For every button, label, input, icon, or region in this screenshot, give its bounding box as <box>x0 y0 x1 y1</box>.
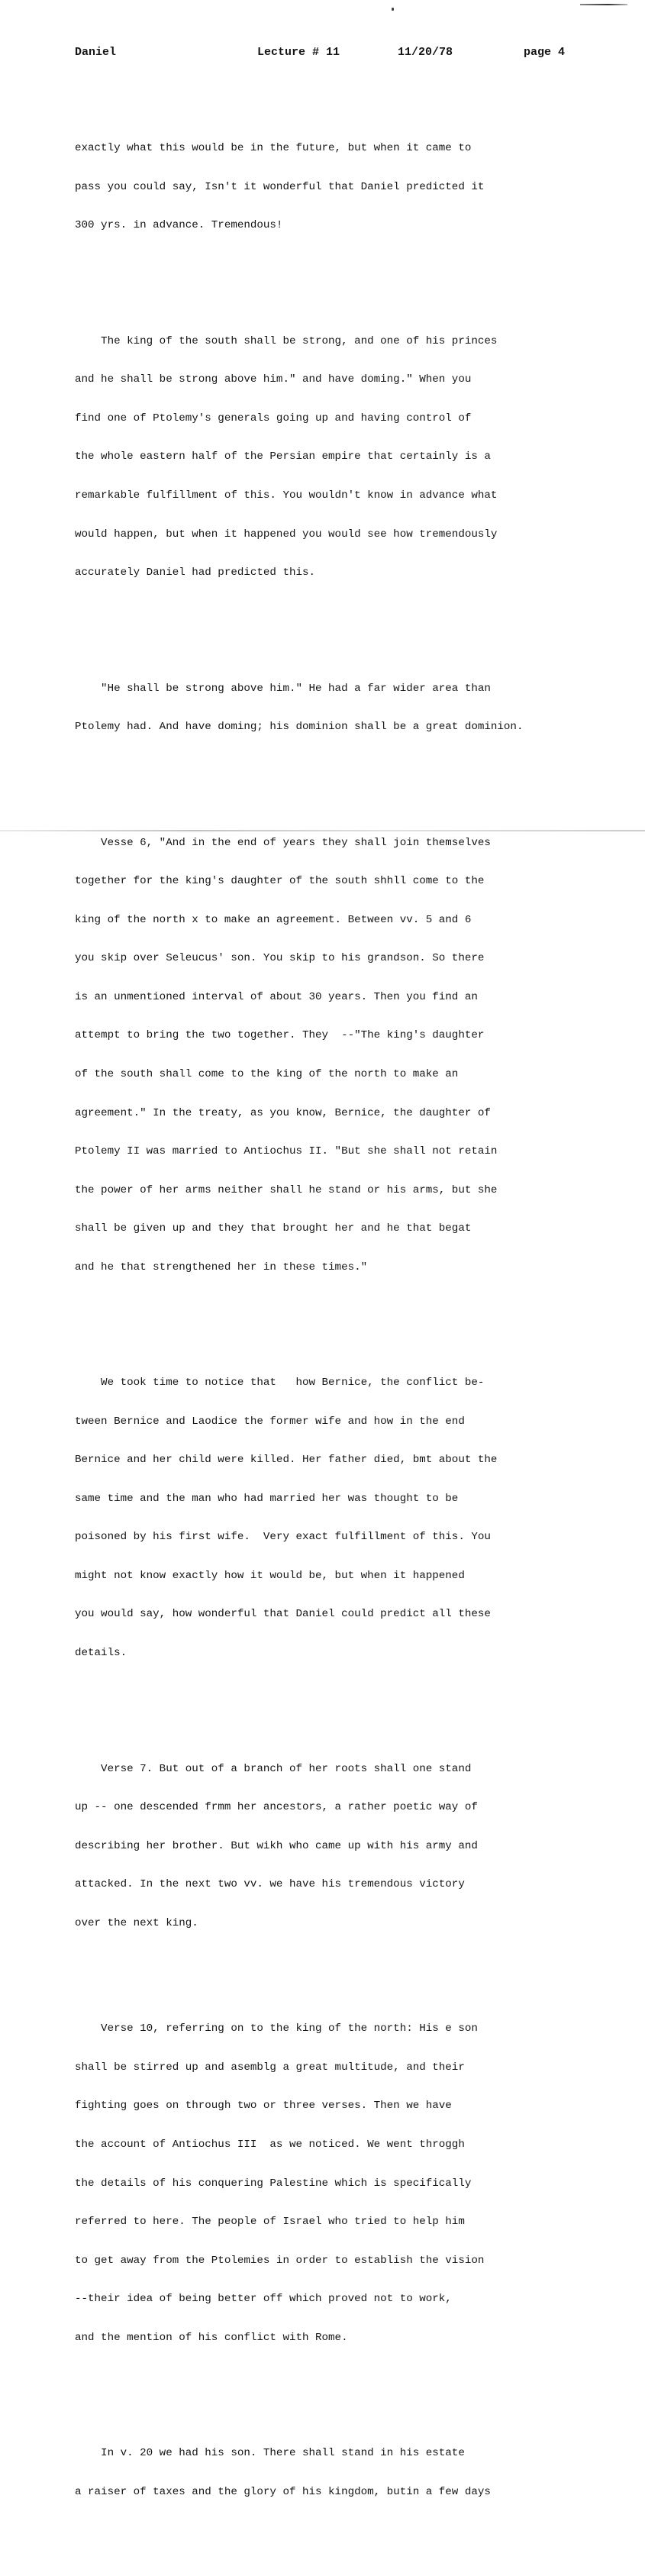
text-line: We took time to notice that how Bernice, the conflict be- <box>75 1377 485 1390</box>
text-line: describing her brother. But wikh who came up with his army and <box>75 1839 478 1852</box>
paragraph <box>75 309 624 605</box>
text-line: find one of Ptolemy's generals going up and having control of <box>75 412 472 424</box>
text-line: the power of her arms neither shall he stand or his arms, but she <box>75 1183 498 1196</box>
text-line: The king of the south shall be strong, and one of his princes <box>75 334 498 347</box>
text-line: Vesse 6, "And in the end of years they shall join themselves <box>75 836 491 849</box>
paragraph <box>75 117 624 258</box>
text-line: referred to here. The people of Israel who tried to help him <box>75 2216 465 2229</box>
ink-speck <box>392 8 394 11</box>
text-line: and he shall be strong above him." and have doming." When you <box>75 373 472 386</box>
text-line: Ptolemy had. And have doming; his dominion shall be a great dominion. <box>75 721 524 734</box>
text-line: --their idea of being better off which proved not to work, <box>75 2293 452 2306</box>
header-lecture-number: Lecture # 11 <box>257 46 340 59</box>
text-line: tween Bernice and Laodice the former wife and how in the end <box>75 1415 465 1428</box>
text-line: exactly what this would be in the future, but when it came to <box>75 142 472 155</box>
text-line: In v. 20 we had his son. There shall stand in his estate <box>75 2447 465 2460</box>
text-line: up -- one descended frmm her ancestors, a rather poetic way of <box>75 1801 478 1814</box>
header-series-title: Daniel <box>75 46 117 59</box>
text-line: and the mention of his conflict with Rome. <box>75 2331 348 2344</box>
text-line: pass you could say, Isn't it wonderful that Daniel predicted it <box>75 180 485 193</box>
text-line: you skip over Seleucus' son. You skip to his grandson. So there <box>75 952 485 965</box>
text-line: the whole eastern half of the Persian empire that certainly is a <box>75 450 491 463</box>
text-line: over the next king. <box>75 1916 198 1929</box>
text-line: attacked. In the next two vv. we have his tremendous victory <box>75 1878 465 1891</box>
paragraph <box>75 1737 624 1955</box>
text-line: king of the north x to make an agreement. Between vv. 5 and 6 <box>75 913 472 926</box>
paragraph <box>75 657 624 760</box>
text-line: shall be stirred up and asemblg a great multitude, and their <box>75 2061 465 2074</box>
text-line: a raiser of taxes and the glory of his kingdom, butin a few days <box>75 2485 491 2498</box>
text-line: and he that strengthened her in these times." <box>75 1261 368 1273</box>
text-line: fighting goes on through two or three verses. Then we have <box>75 2100 452 2113</box>
paragraph <box>75 2422 624 2525</box>
header-page-number: page 4 <box>524 46 566 59</box>
text-line: same time and the man who had married her was thought to be <box>75 1492 459 1505</box>
text-line: the account of Antiochus III as we noticed. We went throggh <box>75 2139 465 2151</box>
paragraph <box>75 1351 624 1686</box>
text-line: is an unmentioned interval of about 30 years. Then you find an <box>75 990 478 1003</box>
text-line: might not know exactly how it would be, but when it happened <box>75 1569 465 1582</box>
text-line: Ptolemy II was married to Antiochus II. "But she shall not retain <box>75 1145 498 1158</box>
text-line: shall be given up and they that brought her and he that begat <box>75 1222 472 1235</box>
text-line: Verse 10, referring on to the king of the north: His e son <box>75 2022 478 2035</box>
text-line: to get away from the Ptolemies in order to establish the vision <box>75 2254 485 2267</box>
lecture-body <box>75 78 624 2576</box>
header-date: 11/20/78 <box>398 46 453 59</box>
text-line: details. <box>75 1646 127 1659</box>
text-line: would happen, but when it happened you would see how tremendously <box>75 528 498 541</box>
paragraph <box>75 811 624 1299</box>
text-line: attempt to bring the two together. They --"The king's daughter <box>75 1029 485 1042</box>
text-line: "He shall be strong above him." He had a far wider area than <box>75 682 491 695</box>
text-line: poisoned by his first wife. Very exact fulfillment of this. You <box>75 1531 491 1544</box>
text-line: of the south shall come to the king of the north to make an <box>75 1067 459 1080</box>
corner-scan-mark <box>580 4 627 5</box>
text-line: Bernice and her child were killed. Her father died, bmt about the <box>75 1454 498 1467</box>
text-line: agreement." In the treaty, as you know, Bernice, the daughter of <box>75 1106 491 1119</box>
page-bottom-edge <box>0 830 645 831</box>
text-line: remarkable fulfillment of this. You wouldn't know in advance what <box>75 489 498 502</box>
text-line: the details of his conquering Palestine which is specifically <box>75 2177 472 2190</box>
text-line: accurately Daniel had predicted this. <box>75 567 316 579</box>
text-line: you would say, how wonderful that Daniel could predict all these <box>75 1608 491 1621</box>
text-line: 300 yrs. in advance. Tremendous! <box>75 219 283 232</box>
text-line: Verse 7. But out of a branch of her roots shall one stand <box>75 1762 472 1775</box>
paragraph <box>75 1997 624 2370</box>
text-line: together for the king's daughter of the south shhll come to the <box>75 875 485 888</box>
page-header <box>75 46 594 61</box>
